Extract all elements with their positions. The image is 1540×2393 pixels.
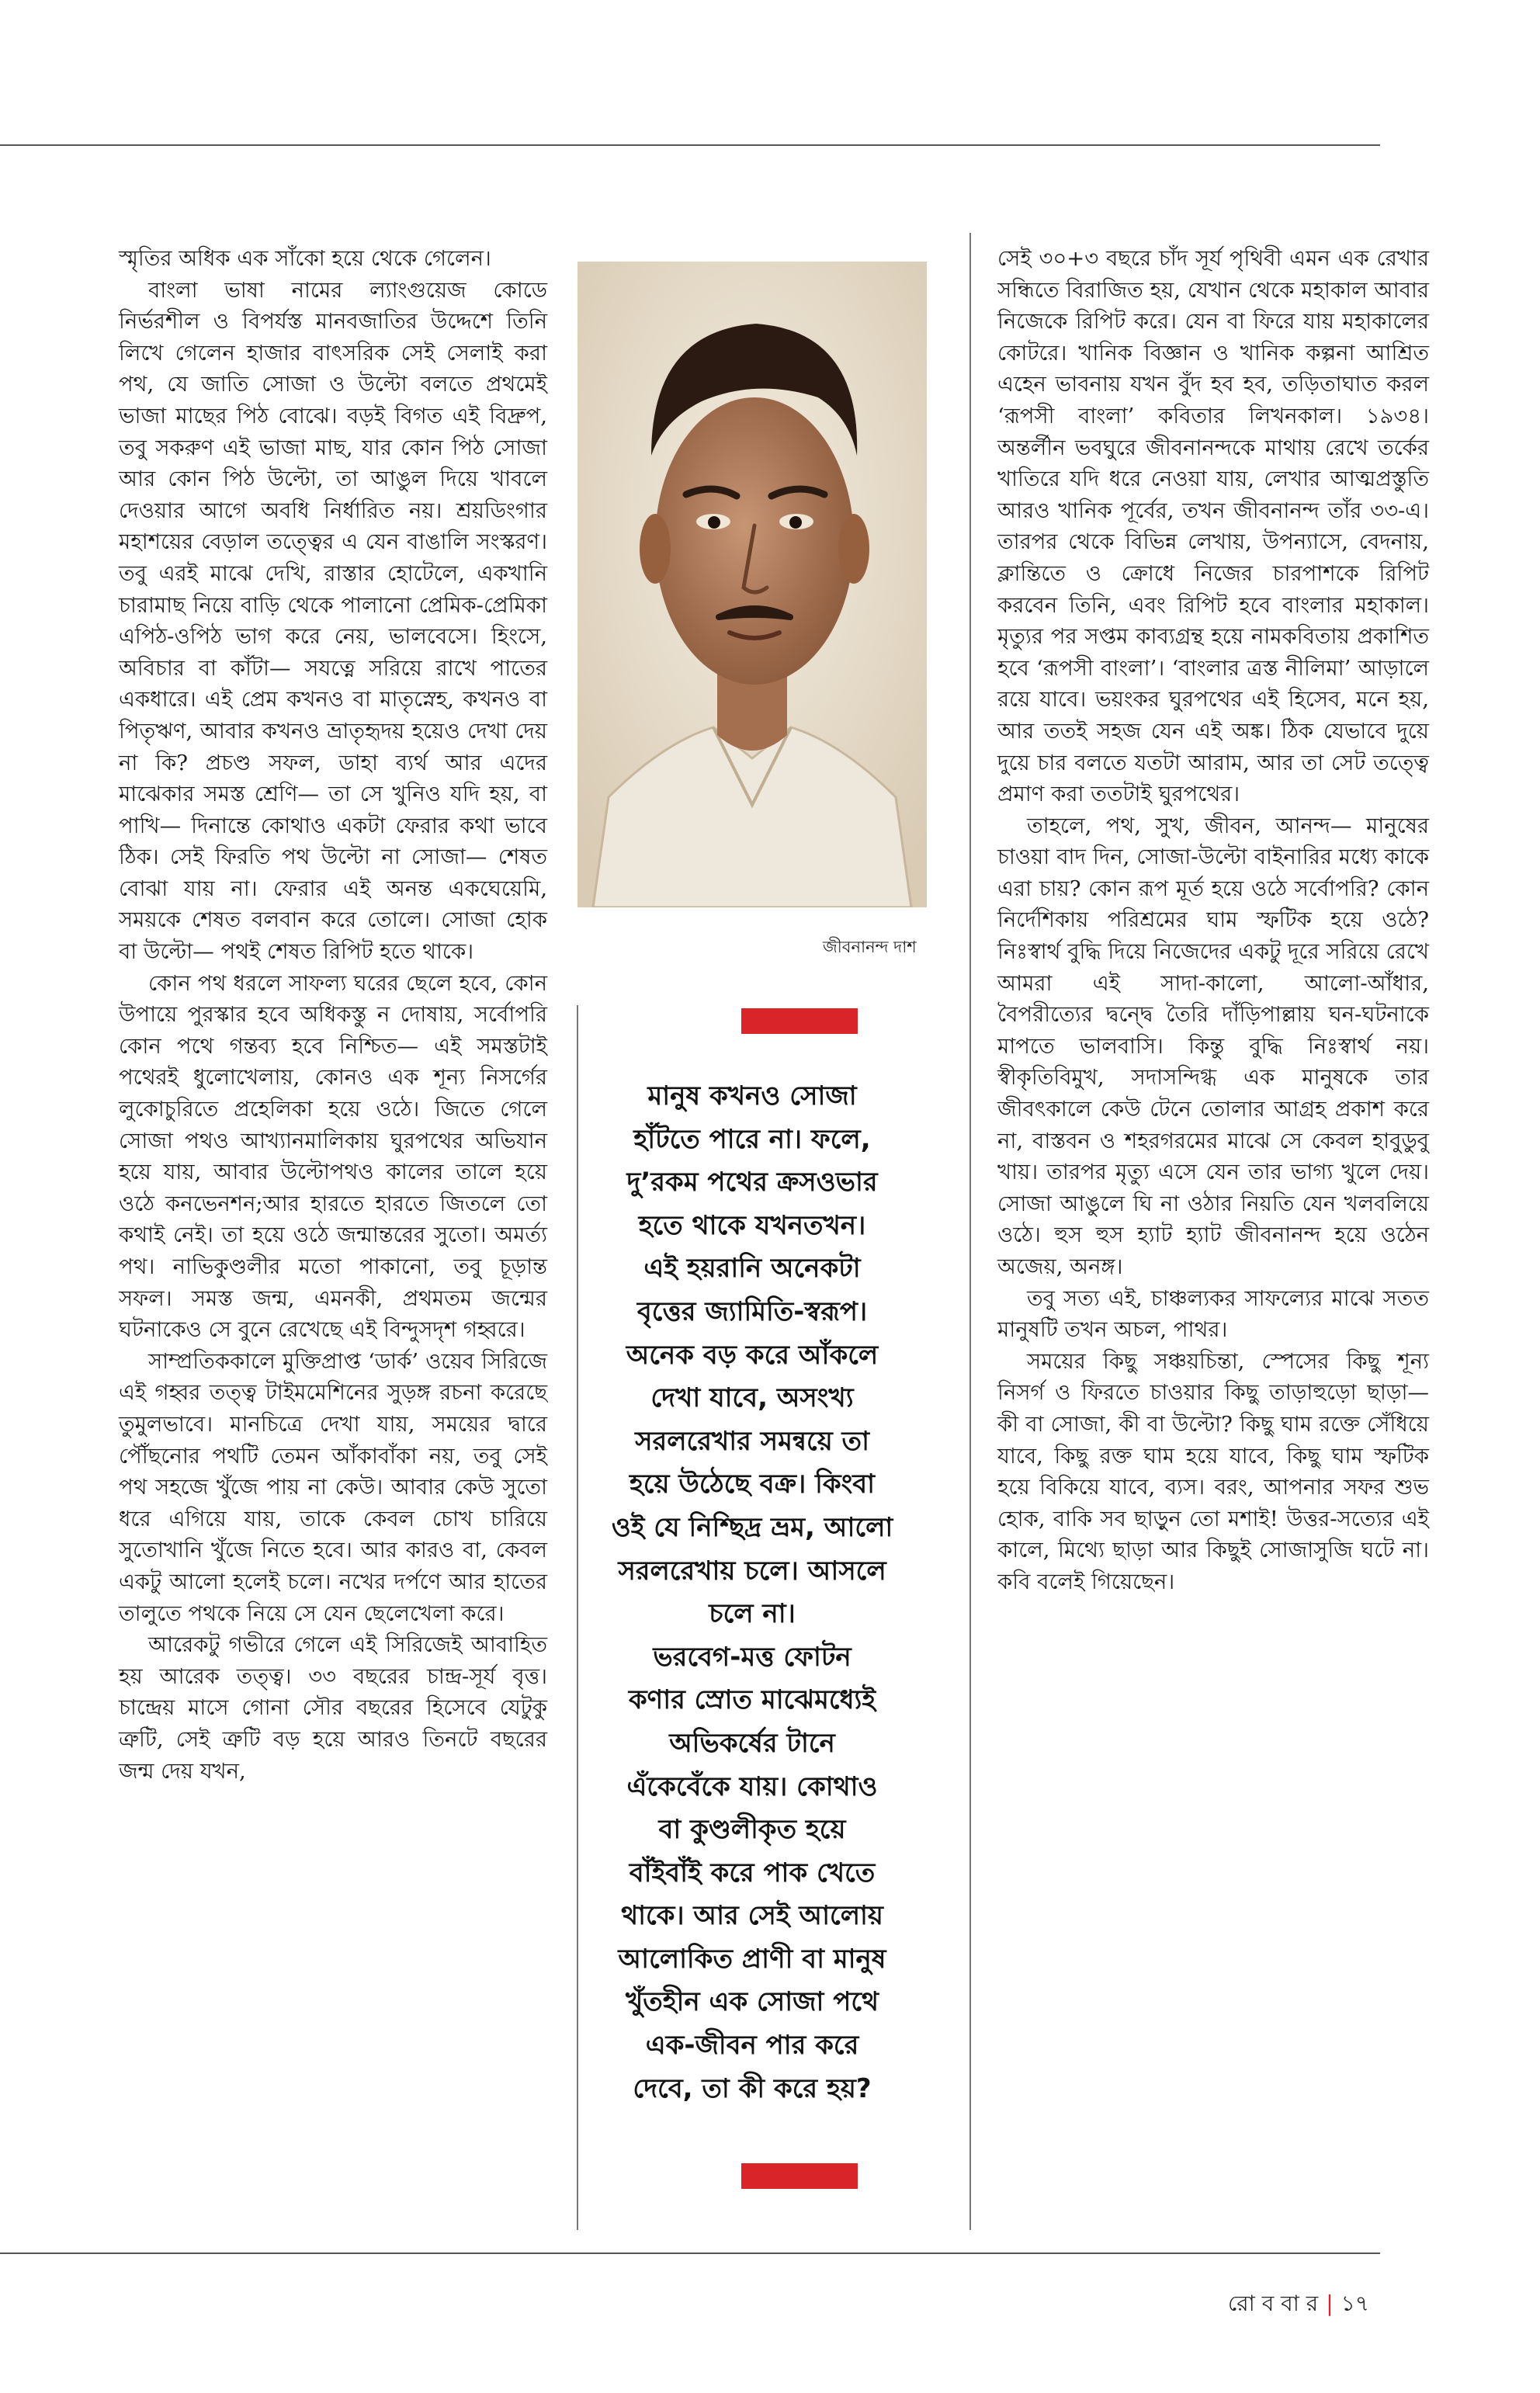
paragraph: সাম্প্রতিককালে মুক্তিপ্রাপ্ত ‘ডার্ক’ ওয়েব সিরিজে এই গহ্বর তত্ত্ব টাইমমেশিনের সুড়ঙ্গ রচনা করেছে তুমুলভাবে। মানচিত্রে দেখা যায়, সময়ের দ্বারে পৌঁছনোর পথটি তেমন আঁকাবাঁকা নয়, তবু সেই পথ সহজে খুঁজে পায় না কেউ। আবার কেউ সুতো ধরে এগিয়ে যায়, তাকে কেবল চোখ চারিয়ে সুতোখানি খুঁজে নিতে হবে। আর কারও বা, কেবল একটু আলো হলেই চলে। নখের দর্পণে আর হাতের তালুতে পথকে নিয়ে সে যেন ছেলেখেলা করে।: [119, 1348, 547, 1626]
column-right: [997, 243, 1429, 1598]
paragraph: তাহলে, পথ, সুখ, জীবন, আনন্দ— মানুষের চাওয়া বাদ দিন, সোজা-উল্টো বাইনারির মধ্যে কাকে এরা চায়? কোন রূপ মূর্ত হয়ে ওঠে সর্বোপরি? কোন নির্দেশিকায় পরিশ্রমের ঘাম স্ফটিক হয়ে ওঠে? নিঃস্বার্থ বুদ্ধি দিয়ে নিজেদের একটু দূরে সরিয়ে রেখে আমরা এই সাদা-কালো, আলো-আঁধার, বৈপরীত্যের দ্বন্দ্বে তৈরি দাঁড়িপাল্লায় ঘন-ঘটনাকে মাপতে ভালবাসি। কিন্তু বুদ্ধি নিঃস্বার্থ নয়। স্বীকৃতিবিমুখ, সদাসন্দিগ্ধ এক মানুষকে তার জীবৎকালে কেউ টেনে তোলার আগ্রহ প্রকাশ করে না, বাস্তবন ও শহরগরমের মাঝে সে কেবল হাবুডুবু খায়। তারপর মৃত্যু এসে যেন তার ভাগ্য খুলে দেয়। সোজা আঙুলে ঘি না ওঠার নিয়তি যেন খলবলিয়ে ওঠে। হুস হুস হ্যাট হ্যাট জীবনানন্দ হয়ে ওঠেন অজেয়, অনঙ্গ।: [997, 813, 1429, 1279]
column-left: [119, 243, 547, 1787]
pull-quote-line: বৃত্তের জ্যামিতি-স্বরূপ।: [636, 1295, 868, 1327]
footer-separator: |: [1326, 2291, 1334, 2316]
pull-quote-line: খুঁতহীন এক সোজা পথে: [625, 1986, 879, 2018]
paragraph: কোন পথ ধরলে সাফল্য ঘরের ছেলে হবে, কোন উপায়ে পুরস্কার হবে অধিকস্তু ন দোষায়, সর্বোপরি কোন পথে গন্তব্য হবে নিশ্চিত— এই সমস্তটাই পথেরই ধুলোখেলায়, কোনও এক শূন্য নিসর্গের লুকোচুরিতে প্রহেলিকা হয়ে ওঠে। জিতে গেলে সোজা পথও আখ্যানমালিকায় ঘুরপথের অভিযান হয়ে যায়, আবার উল্টোপথও কালের তালে হয়ে ওঠে কনভেনশন;আর হারতে হারতে জিতলে তো কথাই নেই। তা হয়ে ওঠে জন্মান্তরের সুতো। অমর্ত্য পথ। নাভিকুণ্ডলীর মতো পাকানো, তবু চূড়ান্ত সফল। সমস্ত জন্ম, এমনকী, প্রথমতম জন্মের ঘটনাকেও সে বুনে রেখেছে এই বিন্দুসদৃশ গহ্বরে।: [119, 970, 547, 1343]
pull-quote-line: সরলরেখার সমন্বয়ে তা: [635, 1425, 869, 1457]
paragraph: তবু সত্য এই, চাঞ্চল্যকর সাফল্যের মাঝে সতত মানুষটি তখন অচল, পাথর।: [997, 1285, 1429, 1343]
paragraph: সময়ের কিছু সঞ্চয়চিন্তা, স্পেসের কিছু শূন্য নিসর্গ ও ফিরতে চাওয়ার কিছু তাড়াহুড়ো ছাড়া— কী বা সোজা, কী বা উল্টো? কিছু ঘাম রক্তে সেঁধিয়ে যাবে, কিছু রক্ত ঘাম হয়ে যাবে, কিছু ঘাম স্ফটিক হয়ে বিকিয়ে যাবে, ব্যস। বরং, আপনার সফর শুভ হোক, বাকি সব ছাড়ুন তো মশাই! উত্তর-সত্যের এই কালে, মিথ্যে ছাড়া আর কিছুই সোজাসুজি ঘটে না। কবি বলেই গিয়েছেন।: [997, 1348, 1429, 1594]
portrait-photo: [578, 262, 927, 907]
paragraph: আরেকটু গভীরে গেলে এই সিরিজেই আবাহিত হয় আরেক তত্ত্ব। ৩৩ বছরের চান্দ্র-সূর্য বৃত্ত। চান্দ্রেয় মাসে গোনা সৌর বছরের হিসেবে যেটুকু ত্রুটি, সেই ত্রুটি বড় হয়ে আরও তিনটে বছরের জন্ম দেয় যখন,: [119, 1632, 547, 1784]
bottom-rule: [0, 2253, 1380, 2254]
portrait-illustration: [578, 262, 927, 907]
pull-quote-line: এই হয়রানি অনেকটা: [643, 1253, 861, 1285]
pull-quote-line: কণার স্রোত মাঝেমধ্যেই: [628, 1684, 876, 1716]
page-number: ১৭: [1341, 2291, 1369, 2316]
pull-quote-bottom-bar: [741, 2163, 858, 2189]
pull-quote-line: আলোকিত প্রাণী বা মানুষ: [618, 1943, 886, 1975]
pull-quote-line: দু’রকম পথের ক্রসওভার: [626, 1167, 878, 1198]
pull-quote-line: দেবে, তা কী করে হয়?: [633, 2072, 872, 2104]
paragraph: সেই ৩০+৩ বছরে চাঁদ সূর্য পৃথিবী এমন এক রেখার সন্ধিতে বিরাজিত হয়, যেখান থেকে মহাকাল আবার নিজেকে রিপিট করে। যেন বা ফিরে যায় মহাকালের কোটরে। খানিক বিজ্ঞান ও খানিক কল্পনা আশ্রিত এহেন ভাবনায় যখন বুঁদ হব হব, তড়িতাঘাত করল ‘রূপসী বাংলা’ কবিতার লিখনকাল। ১৯৩৪। অন্তর্লীন ভবঘুরে জীবনানন্দকে মাথায় রেখে তর্কের খাতিরে যদি ধরে নেওয়া যায়, লেখার আত্মপ্রস্তুতি আরও খানিক পূর্বের, তখন জীবনানন্দ তাঁর ৩৩-এ। তারপর থেকে বিভিন্ন লেখায়, উপন্যাসে, বেদনায়, ক্লান্তিতে ও ক্রোধে নিজের চারপাশকে রিপিট করবেন তিনি, এবং রিপিট হবে বাংলার মহাকাল। মৃত্যুর পর সপ্তম কাব্যগ্রন্থ হয়ে নামকবিতায় প্রকাশিত হবে ‘রূপসী বাংলা’। ‘বাংলার ত্রস্ত নীলিমা’ আড়ালে রয়ে যাবে। ভয়ংকর ঘুরপথের এই হিসেব, মনে হয়, আর ততই সহজ যেন এই অঙ্ক। ঠিক যেভাবে দুয়ে দুয়ে চার বলতে যতটা আরাম, আর তা সেট তত্ত্বে প্রমাণ করা ততটাই ঘুরপথের।: [997, 246, 1429, 807]
pull-quote-line: হতে থাকে যখনতখন।: [638, 1209, 866, 1241]
photo-caption: জীবনানন্দ দাশ: [823, 938, 917, 956]
magazine-name: রো ব বা র: [1227, 2291, 1319, 2316]
pull-quote-line: অনেক বড় করে আঁকলে: [626, 1339, 879, 1371]
top-rule: [0, 144, 1380, 146]
pull-quote-line: চলে না।: [709, 1598, 796, 1630]
pull-quote-line: বাঁইবাঁই করে পাক খেতে: [629, 1857, 876, 1888]
pull-quote-line: হয়ে উঠেছে বক্র। কিংবা: [629, 1469, 876, 1500]
pull-quote-line: ওই যে নিশ্ছিদ্র ভ্রম, আলো: [611, 1511, 893, 1543]
pull-quote-line: মানুষ কখনও সোজা: [647, 1080, 857, 1112]
pull-quote-line: ভরবেগ-মত্ত ফোটন: [653, 1641, 852, 1673]
pull-quote-line: দেখা যাবে, অসংখ্য: [650, 1382, 854, 1414]
paragraph: বাংলা ভাষা নামের ল্যাংগুয়েজ কোডে নির্ভরশীল ও বিপর্যস্ত মানবজাতির উদ্দেশে তিনি লিখে গেলেন হাজার বাৎসরিক সেই সেলাই করা পথ, যে জাতি সোজা ও উল্টো বলতে প্রথমেই ভাজা মাছের পিঠ বোঝে। বড়ই বিগত এই বিদ্রুপ, তবু সকরুণ এই ভাজা মাছ, যার কোন পিঠ সোজা আর কোন পিঠ উল্টো, তা আঙুল দিয়ে খাবলে দেওয়ার আগে অবধি নির্ধারিত নয়। শ্রয়ডিংগার মহাশয়ের বেড়াল তত্ত্বের এ যেন বাঙালি সংস্করণ। তবু এরই মাঝে দেখি, রাস্তার হোটেলে, একখানি চারামাছ নিয়ে বাড়ি থেকে পালানো প্রেমিক-প্রেমিকা এপিঠ-ওপিঠ ভাগ করে নেয়, ভালবেসে। হিংসে, অবিচার বা কাঁটা— সযত্নে সরিয়ে রাখে পাতের একধারে। এই প্রেম কখনও বা মাতৃস্নেহ, কখনও বা পিতৃঋণ, আবার কখনও ভ্রাতৃহৃদয় হয়েও দেখা দেয় না কি? প্রচণ্ড সফল, ডাহা ব্যর্থ আর এদের মাঝেকার সমস্ত শ্রেণি— তা সে খুনিও যদি হয়, বা পাখি— দিনান্তে কোথাও একটা ফেরার কথা ভাবে ঠিক। সেই ফিরতি পথ উল্টো না সোজা— শেষত বোঝা যায় না। ফেরার এই অনন্ত একঘেয়েমি, সময়কে শেষত বলবান করে তোলে। সোজা হোক বা উল্টো— পথই শেষত রিপিট হতে থাকে।: [119, 277, 547, 965]
page-footer: [1228, 2287, 1369, 2323]
pull-quote-top-bar: [741, 1008, 858, 1034]
pull-quote-line: এঁকেবেঁকে যায়। কোথাও: [626, 1770, 878, 1802]
pull-quote-line: বা কুণ্ডলীকৃত হয়ে: [658, 1814, 846, 1846]
pull-quote-line: এক-জীবন পার করে: [645, 2030, 859, 2062]
pull-quote-line: হাঁটতে পারে না। ফলে,: [633, 1123, 871, 1155]
pull-quote-line: সরলরেখায় চলে। আসলে: [618, 1555, 886, 1587]
pull-quote-line: অভিকর্ষের টানে: [669, 1727, 835, 1759]
paragraph: স্মৃতির অধিক এক সাঁকো হয়ে থেকে গেলেন।: [119, 246, 491, 271]
column-divider-right: [969, 233, 971, 2230]
pull-quote-line: থাকে। আর সেই আলোয়: [621, 1900, 883, 1932]
pull-quote: [578, 1075, 927, 2110]
